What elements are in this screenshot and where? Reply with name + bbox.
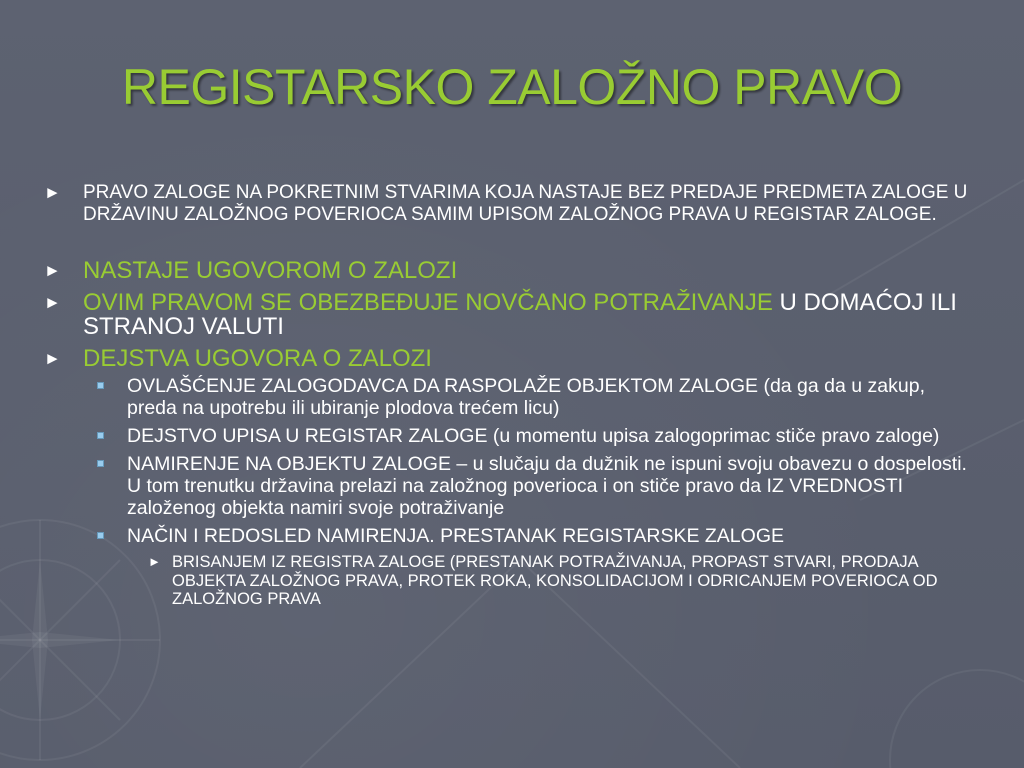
triangle-bullet-icon: ► (44, 293, 61, 312)
sub-list-item-text: NAČIN I REDOSLED NAMIRENJA. PRESTANAK REGISTARSKE ZALOGE (127, 525, 784, 547)
sub-list-item-text: NAMIRENJE NA OBJEKTU ZALOGE – u slučaju da dužnik ne ispuni svoju obavezu o dospelosti. U tom trenutku državina prelazi na založnog poverioca i on stiče pravo da IZ VREDNOSTI založenog objekta namiri svoje potraživanje (127, 453, 967, 519)
square-bullet-icon (97, 382, 104, 389)
list-item-text: DEJSTVA UGOVORA O ZALOZI (83, 345, 432, 372)
bullet-list (44, 182, 974, 613)
list-item-text: U DOMAĆOJ ILI STRANOJ VALUTI (83, 289, 957, 340)
list-item-text-highlight: OVIM PRAVOM SE OBEZBEĐUJE NOVČANO POTRAŽIVANJE (83, 289, 773, 316)
slide-title: REGISTARSKO ZALOŽNO PRAVO (121, 59, 903, 115)
triangle-bullet-icon: ► (44, 183, 61, 202)
sub-sub-list-item (44, 553, 974, 609)
square-bullet-icon (97, 432, 104, 439)
list-item-text: NASTAJE UGOVOROM O ZALOZI (83, 257, 458, 284)
sub-list-item-text: OVLAŠĆENJE ZALOGODAVCA DA RASPOLAŽE OBJEKTOM ZALOGE (da ga da u zakup, preda na upotrebu ili ubiranje plodova trećem licu) (127, 375, 925, 419)
triangle-bullet-icon: ► (44, 261, 61, 280)
list-item (44, 347, 974, 371)
square-bullet-icon (97, 532, 104, 539)
sub-list-item (44, 525, 974, 547)
sub-list-item-text: DEJSTVO UPISA U REGISTAR ZALOGE (u momentu upisa zalogoprimac stiče pravo zaloge) (127, 425, 940, 447)
triangle-bullet-icon: ► (148, 554, 161, 569)
sub-sub-list-item-text: BRISANJEM IZ REGISTRA ZALOGE (PRESTANAK POTRAŽIVANJA, PROPAST STVARI, PRODAJA OBJEKTA ZALOŽNOG PRAVA, PROTEK ROKA, KONSOLIDACIJOM I ODRICANJEM POVERIOCA OD ZALOŽNOG PRAVA (172, 553, 938, 608)
list-item (44, 291, 974, 339)
square-bullet-icon (97, 460, 104, 467)
triangle-bullet-icon: ► (44, 349, 61, 368)
sub-list-item (44, 425, 974, 447)
list-item-text: PRAVO ZALOGE NA POKRETNIM STVARIMA KOJA NASTAJE BEZ PREDAJE PREDMETA ZALOGE U DRŽAVINU ZALOŽNOG POVERIOCA SAMIM UPISOM ZALOŽNOG PRAVA U REGISTAR ZALOGE. (83, 182, 968, 225)
list-item (44, 182, 974, 226)
sub-list-item (44, 375, 974, 419)
list-item (44, 259, 974, 283)
sub-list-item (44, 453, 974, 519)
